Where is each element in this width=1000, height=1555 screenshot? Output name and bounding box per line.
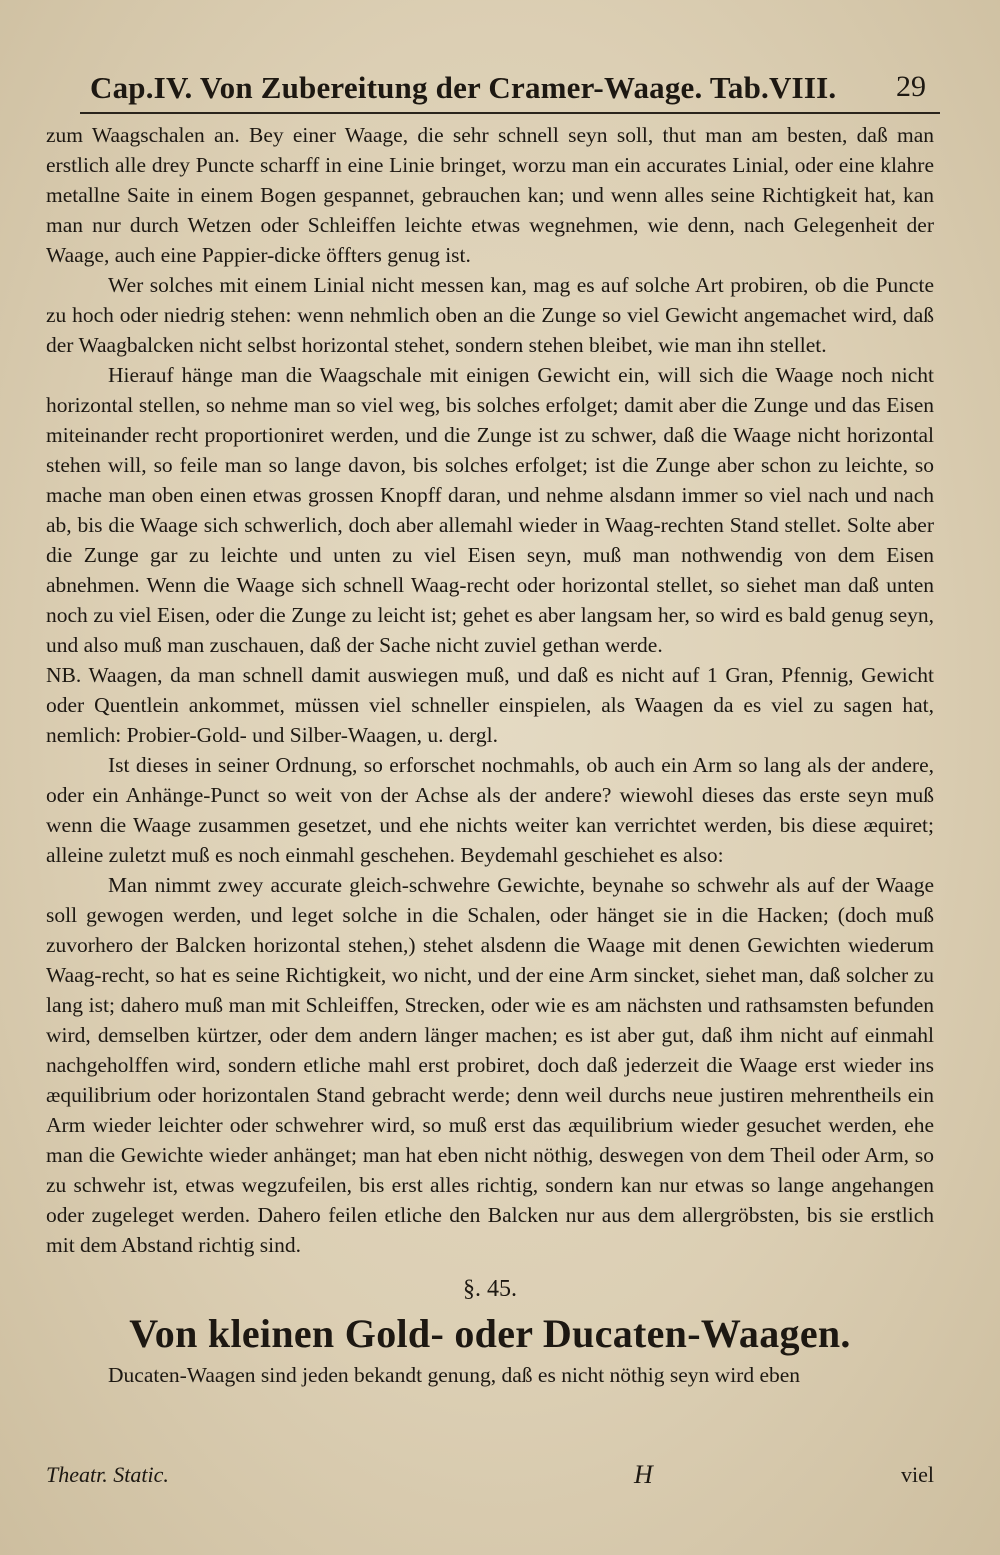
- catchword: viel: [901, 1462, 934, 1487]
- body-text: [46, 120, 934, 1390]
- signature-mark: H: [634, 1460, 653, 1489]
- running-head-title: Cap.IV. Von Zubereitung der Cramer-Waage. Tab.VIII.: [90, 70, 837, 105]
- paragraph-5: Ist dieses in seiner Ordnung, so erforschet nochmahls, ob auch ein Arm so lang als der andere, oder ein Anhänge-Punct so weit von der Achse als der andere? wiewohl dieses das erste seyn muß wenn die Waage zusammen gesetzet, und ehe nichts weiter kan verrichtet werden, bis diese æquiret; alleine zuletzt muß es noch einmahl geschehen. Beydemahl geschiehet es also:: [46, 753, 934, 867]
- page-number: 29: [896, 70, 926, 103]
- paragraph-3: Hierauf hänge man die Waagschale mit einigen Gewicht ein, will sich die Waage noch nicht horizontal stellen, so nehme man so viel weg, bis solches erfolget; damit aber die Zunge und das Eisen miteinander recht proportioniret werden, und die Zunge ist zu schwer, daß die Waage nicht horizontal stehen will, so feile man so lange davon, bis solches erfolget; ist die Zunge aber schon zu leichte, so mache man oben einen etwas grossen Knopff daran, und nehme alsdann immer so viel nach und nach ab, bis die Waage sich schwerlich, doch aber allemahl wieder in Waag-rechten Stand stellet. Solte aber die Zunge gar zu leichte und unten zu viel Eisen seyn, muß man nothwendig von dem Eisen abnehmen. Wenn die Waage sich schnell Waag-recht oder horizontal stellet, so siehet man daß unten noch zu viel Eisen, oder die Zunge zu leicht ist; gehet es aber langsam her, so wird es bald genug seyn, und also muß man zuschauen, daß der Sache nicht zuviel gethan werde.: [46, 363, 934, 657]
- paragraph-6: Man nimmt zwey accurate gleich-schwehre Gewichte, beynahe so schwehr als auf der Waage soll gewogen werden, und leget solche in die Schalen, oder hänget sie in die Hacken; (doch muß zuvorhero der Balcken horizontal stehen,) stehet alsdenn die Waage mit denen Gewichten wiederum Waag-recht, so hat es seine Richtigkeit, wo nicht, und der eine Arm sincket, siehet man, daß solcher zu lang ist; dahero muß man mit Schleiffen, Strecken, oder wie es am nächsten und rathsamsten befunden wird, demselben kürtzer, oder dem andern länger machen; es ist aber gut, daß ihm nicht auf einmahl nachgeholffen wird, sondern etliche mahl erst probiret, doch daß jederzeit die Waage erst wieder ins æquilibrium oder horizontalen Stand gebracht werde; denn weil durchs neue justiren mehrentheils ein Arm wieder leichter oder schwehrer wird, so muß erst das æquilibrium wieder gesuchet werden, ehe man die Gewichte wieder anhänget; man hat eben nicht nöthig, deswegen von dem Theil oder Arm, so zu schwehr ist, etwas wegzufeilen, bis erst alles richtig, sondern kan nur etwas so lange angehangen oder zugeleget werden. Dahero feilen etliche den Balcken nur aus dem allergröbsten, bis sie erstlich mit dem Abstand richtig sind.: [46, 873, 934, 1257]
- header-rule: [80, 112, 940, 114]
- section-number: §. 45.: [463, 1276, 517, 1302]
- page-footer: [46, 1462, 934, 1494]
- paragraph-1: zum Waagschalen an. Bey einer Waage, die sehr schnell seyn soll, thut man am besten, daß man erstlich alle drey Puncte scharff in eine Linie bringet, worzu man ein accurates Linial, oder eine klahre metallne Saite in einem Bogen gespannet, gebrauchen kan; und wenn alles seine Richtigkeit hat, kan man nur durch Wetzen oder Schleiffen leichte etwas wegnehmen, wie denn, nach Gelegenheit der Waage, auch eine Pappier-dicke öffters genug ist.: [46, 123, 934, 267]
- running-head: [80, 70, 940, 116]
- paragraph-2: Wer solches mit einem Linial nicht messen kan, mag es auf solche Art probiren, ob die Puncte zu hoch oder niedrig stehen: wenn nehmlich oben an die Zunge so viel Gewicht angemachet wird, daß der Waagbalcken nicht selbst horizontal stehet, sondern stehen bleibet, wie man ihn stellet.: [46, 273, 934, 357]
- paragraph-nb: NB. Waagen, da man schnell damit auswiegen muß, und daß es nicht auf 1 Gran, Pfennig, Gewicht oder Quentlein ankommet, müssen viel schneller einspielen, als Waagen da es viel zu sagen hat, nemlich: Probier-Gold- und Silber-Waagen, u. dergl.: [46, 663, 934, 747]
- signature-label: Theatr. Static.: [46, 1462, 169, 1487]
- section-first-line: Ducaten-Waagen sind jeden bekandt genung, daß es nicht nöthig seyn wird eben: [108, 1363, 801, 1387]
- section-title: Von kleinen Gold- oder Ducaten-Waagen.: [129, 1311, 851, 1356]
